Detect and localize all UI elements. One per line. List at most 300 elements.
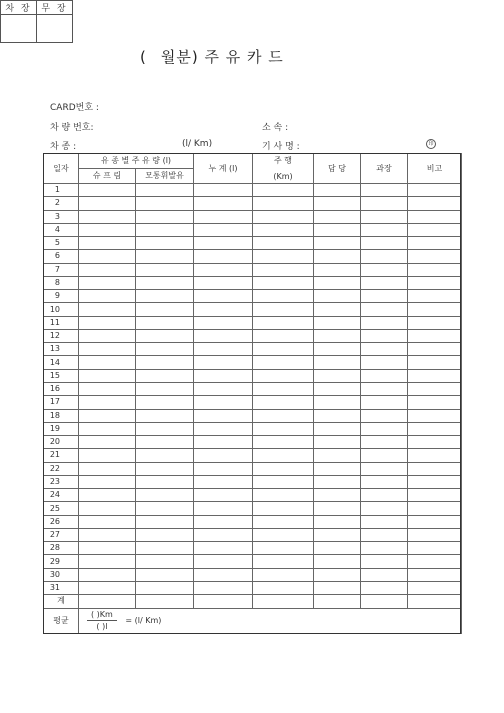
entry-cell[interactable] <box>194 223 253 236</box>
entry-cell[interactable] <box>194 263 253 276</box>
entry-cell[interactable] <box>408 382 462 395</box>
entry-cell[interactable] <box>79 542 136 555</box>
entry-cell[interactable] <box>361 396 408 409</box>
entry-cell[interactable] <box>408 542 462 555</box>
entry-cell[interactable] <box>314 210 361 223</box>
entry-cell[interactable] <box>194 449 253 462</box>
entry-cell[interactable] <box>361 436 408 449</box>
entry-cell[interactable] <box>408 555 462 568</box>
entry-cell[interactable] <box>408 502 462 515</box>
entry-cell[interactable] <box>136 436 194 449</box>
entry-cell[interactable] <box>314 223 361 236</box>
average-formula <box>79 608 462 633</box>
entry-cell[interactable] <box>79 223 136 236</box>
entry-cell[interactable] <box>79 250 136 263</box>
entry-cell[interactable] <box>408 329 462 342</box>
table-row <box>44 462 462 475</box>
entry-cell[interactable] <box>79 290 136 303</box>
entry-cell[interactable] <box>136 276 194 289</box>
day-number: 1 <box>44 184 79 197</box>
entry-cell[interactable] <box>361 329 408 342</box>
entry-cell[interactable] <box>194 303 253 316</box>
entry-cell[interactable] <box>314 462 361 475</box>
entry-cell[interactable] <box>136 197 194 210</box>
entry-cell[interactable] <box>194 475 253 488</box>
entry-cell[interactable] <box>79 316 136 329</box>
entry-cell[interactable] <box>136 316 194 329</box>
entry-cell[interactable] <box>79 409 136 422</box>
entry-cell[interactable] <box>253 409 314 422</box>
entry-cell[interactable] <box>408 184 462 197</box>
entry-cell[interactable] <box>361 290 408 303</box>
entry-cell[interactable] <box>253 528 314 541</box>
entry-cell[interactable] <box>194 555 253 568</box>
entry-cell[interactable] <box>314 489 361 502</box>
entry-cell[interactable] <box>361 462 408 475</box>
entry-cell[interactable] <box>79 422 136 435</box>
entry-cell[interactable] <box>314 356 361 369</box>
entry-cell[interactable] <box>408 276 462 289</box>
day-number: 19 <box>44 422 79 435</box>
entry-cell[interactable] <box>314 184 361 197</box>
entry-cell[interactable] <box>253 329 314 342</box>
total-row <box>44 595 462 608</box>
entry-cell[interactable] <box>79 197 136 210</box>
header-super: 슈 프 림 <box>79 169 136 184</box>
table-row <box>44 197 462 210</box>
entry-cell[interactable] <box>253 436 314 449</box>
entry-cell[interactable] <box>314 515 361 528</box>
entry-cell[interactable] <box>408 223 462 236</box>
entry-cell[interactable] <box>408 489 462 502</box>
entry-cell[interactable] <box>253 223 314 236</box>
entry-cell[interactable] <box>408 515 462 528</box>
entry-cell[interactable] <box>79 263 136 276</box>
cell[interactable] <box>194 595 253 608</box>
entry-cell[interactable] <box>79 568 136 581</box>
table-row <box>44 555 462 568</box>
entry-cell[interactable] <box>79 449 136 462</box>
day-number: 20 <box>44 436 79 449</box>
entry-cell[interactable] <box>194 528 253 541</box>
day-number: 22 <box>44 462 79 475</box>
entry-cell[interactable] <box>361 263 408 276</box>
entry-cell[interactable] <box>314 343 361 356</box>
entry-cell[interactable] <box>314 449 361 462</box>
entry-cell[interactable] <box>136 223 194 236</box>
entry-cell[interactable] <box>79 502 136 515</box>
entry-cell[interactable] <box>136 303 194 316</box>
entry-cell[interactable] <box>361 316 408 329</box>
entry-cell[interactable] <box>314 555 361 568</box>
entry-cell[interactable] <box>194 568 253 581</box>
entry-cell[interactable] <box>194 542 253 555</box>
entry-cell[interactable] <box>253 369 314 382</box>
entry-cell[interactable] <box>361 555 408 568</box>
table-row <box>44 422 462 435</box>
formula-top: ( )Km <box>87 609 117 621</box>
entry-cell[interactable] <box>408 568 462 581</box>
entry-cell[interactable] <box>194 462 253 475</box>
entry-cell[interactable] <box>361 303 408 316</box>
entry-cell[interactable] <box>314 382 361 395</box>
entry-cell[interactable] <box>136 528 194 541</box>
table-row <box>44 290 462 303</box>
header-mileage-label: 주 행 <box>274 155 292 165</box>
entry-cell[interactable] <box>136 555 194 568</box>
entry-cell[interactable] <box>314 581 361 594</box>
entry-cell[interactable] <box>136 409 194 422</box>
entry-cell[interactable] <box>136 489 194 502</box>
approval-label-chief: 차 장 <box>1 1 37 15</box>
entry-cell[interactable] <box>408 197 462 210</box>
entry-cell[interactable] <box>253 210 314 223</box>
entry-cell[interactable] <box>136 515 194 528</box>
entry-cell[interactable] <box>79 356 136 369</box>
average-row <box>44 608 462 633</box>
entry-cell[interactable] <box>136 396 194 409</box>
total-label: 계 <box>44 595 79 608</box>
entry-cell[interactable] <box>314 237 361 250</box>
table-row <box>44 223 462 236</box>
header-manager: 담 당 <box>314 154 361 184</box>
entry-cell[interactable] <box>79 369 136 382</box>
entry-cell[interactable] <box>408 290 462 303</box>
entry-cell[interactable] <box>79 396 136 409</box>
entry-cell[interactable] <box>136 210 194 223</box>
table-row <box>44 409 462 422</box>
table-row <box>44 329 462 342</box>
entry-cell[interactable] <box>136 449 194 462</box>
entry-cell[interactable] <box>253 462 314 475</box>
entry-cell[interactable] <box>361 184 408 197</box>
table-row <box>44 316 462 329</box>
entry-cell[interactable] <box>253 382 314 395</box>
entry-cell[interactable] <box>361 382 408 395</box>
entry-cell[interactable] <box>408 422 462 435</box>
entry-cell[interactable] <box>253 515 314 528</box>
table-row <box>44 515 462 528</box>
table-row <box>44 343 462 356</box>
entry-cell[interactable] <box>253 542 314 555</box>
entry-cell[interactable] <box>361 409 408 422</box>
entry-cell[interactable] <box>253 303 314 316</box>
car-number-label: 차 량 번호: <box>50 123 94 133</box>
entry-cell[interactable] <box>361 356 408 369</box>
entry-cell[interactable] <box>79 555 136 568</box>
entry-cell[interactable] <box>361 515 408 528</box>
day-number: 3 <box>44 210 79 223</box>
cell[interactable] <box>253 595 314 608</box>
entry-cell[interactable] <box>361 210 408 223</box>
entry-cell[interactable] <box>194 409 253 422</box>
entry-cell[interactable] <box>194 197 253 210</box>
entry-cell[interactable] <box>194 210 253 223</box>
day-number: 18 <box>44 409 79 422</box>
entry-cell[interactable] <box>314 250 361 263</box>
entry-cell[interactable] <box>361 369 408 382</box>
entry-cell[interactable] <box>79 237 136 250</box>
table-row <box>44 210 462 223</box>
entry-cell[interactable] <box>361 542 408 555</box>
day-number: 9 <box>44 290 79 303</box>
entry-cell[interactable] <box>136 502 194 515</box>
entry-cell[interactable] <box>408 237 462 250</box>
entry-cell[interactable] <box>136 356 194 369</box>
day-number: 21 <box>44 449 79 462</box>
header-regular: 모통휘발유 <box>136 169 194 184</box>
entry-cell[interactable] <box>79 489 136 502</box>
header-fuel-by-type: 유 종 별 주 유 량 (l) <box>79 154 194 169</box>
fuel-table <box>43 153 462 634</box>
entry-cell[interactable] <box>314 436 361 449</box>
day-number: 12 <box>44 329 79 342</box>
entry-cell[interactable] <box>136 329 194 342</box>
entry-cell[interactable] <box>136 382 194 395</box>
entry-cell[interactable] <box>194 356 253 369</box>
entry-cell[interactable] <box>361 223 408 236</box>
entry-cell[interactable] <box>408 356 462 369</box>
cell[interactable] <box>361 595 408 608</box>
entry-cell[interactable] <box>79 303 136 316</box>
entry-cell[interactable] <box>79 528 136 541</box>
entry-cell[interactable] <box>314 369 361 382</box>
entry-cell[interactable] <box>136 263 194 276</box>
driver-name-label: 기 사 명 : <box>262 142 300 152</box>
day-number: 16 <box>44 382 79 395</box>
day-number: 5 <box>44 237 79 250</box>
entry-cell[interactable] <box>314 528 361 541</box>
cell[interactable] <box>79 595 136 608</box>
entry-cell[interactable] <box>136 237 194 250</box>
entry-cell[interactable] <box>361 581 408 594</box>
entry-cell[interactable] <box>408 462 462 475</box>
entry-cell[interactable] <box>253 555 314 568</box>
entry-cell[interactable] <box>314 568 361 581</box>
entry-cell[interactable] <box>194 436 253 449</box>
entry-cell[interactable] <box>194 184 253 197</box>
entry-cell[interactable] <box>253 489 314 502</box>
formula-result: = (l/ Km) <box>125 616 162 625</box>
entry-cell[interactable] <box>79 329 136 342</box>
entry-cell[interactable] <box>136 422 194 435</box>
day-number: 15 <box>44 369 79 382</box>
day-number: 31 <box>44 581 79 594</box>
entry-cell[interactable] <box>361 250 408 263</box>
entry-cell[interactable] <box>79 515 136 528</box>
entry-cell[interactable] <box>408 409 462 422</box>
seal-wrap <box>426 138 436 149</box>
entry-cell[interactable] <box>408 449 462 462</box>
entry-cell[interactable] <box>361 343 408 356</box>
entry-cell[interactable] <box>79 210 136 223</box>
table-row <box>44 356 462 369</box>
formula-fraction <box>87 609 117 632</box>
entry-cell[interactable] <box>253 449 314 462</box>
department-label: 소 속 : <box>262 123 289 133</box>
entry-cell[interactable] <box>136 462 194 475</box>
table-row <box>44 369 462 382</box>
entry-cell[interactable] <box>194 343 253 356</box>
entry-cell[interactable] <box>194 276 253 289</box>
entry-cell[interactable] <box>361 502 408 515</box>
entry-cell[interactable] <box>408 210 462 223</box>
entry-cell[interactable] <box>136 369 194 382</box>
day-number: 4 <box>44 223 79 236</box>
entry-cell[interactable] <box>361 489 408 502</box>
entry-cell[interactable] <box>194 515 253 528</box>
entry-cell[interactable] <box>136 581 194 594</box>
entry-cell[interactable] <box>194 369 253 382</box>
entry-cell[interactable] <box>314 409 361 422</box>
table-row <box>44 502 462 515</box>
entry-cell[interactable] <box>408 475 462 488</box>
entry-cell[interactable] <box>136 250 194 263</box>
entry-cell[interactable] <box>314 542 361 555</box>
entry-cell[interactable] <box>408 369 462 382</box>
entry-cell[interactable] <box>253 581 314 594</box>
entry-cell[interactable] <box>314 396 361 409</box>
entry-cell[interactable] <box>194 250 253 263</box>
entry-cell[interactable] <box>408 316 462 329</box>
entry-cell[interactable] <box>79 581 136 594</box>
table-row <box>44 263 462 276</box>
entry-cell[interactable] <box>79 475 136 488</box>
entry-cell[interactable] <box>136 568 194 581</box>
header-remarks: 비고 <box>408 154 462 184</box>
entry-cell[interactable] <box>136 290 194 303</box>
day-number: 30 <box>44 568 79 581</box>
day-number: 2 <box>44 197 79 210</box>
entry-cell[interactable] <box>194 396 253 409</box>
entry-cell[interactable] <box>253 263 314 276</box>
entry-cell[interactable] <box>314 329 361 342</box>
table-row <box>44 184 462 197</box>
entry-cell[interactable] <box>408 303 462 316</box>
day-number: 27 <box>44 528 79 541</box>
seal-icon: 印 <box>426 139 436 149</box>
entry-cell[interactable] <box>136 184 194 197</box>
day-number: 23 <box>44 475 79 488</box>
table-row <box>44 581 462 594</box>
day-number: 25 <box>44 502 79 515</box>
cell[interactable] <box>314 595 361 608</box>
entry-cell[interactable] <box>253 184 314 197</box>
entry-cell[interactable] <box>361 475 408 488</box>
entry-cell[interactable] <box>314 316 361 329</box>
table-row <box>44 396 462 409</box>
entry-cell[interactable] <box>79 343 136 356</box>
entry-cell[interactable] <box>194 237 253 250</box>
day-number: 24 <box>44 489 79 502</box>
entry-cell[interactable] <box>408 396 462 409</box>
entry-cell[interactable] <box>79 436 136 449</box>
approval-sign-chief[interactable] <box>1 15 37 43</box>
entry-cell[interactable] <box>79 276 136 289</box>
day-number: 28 <box>44 542 79 555</box>
entry-cell[interactable] <box>79 462 136 475</box>
entry-cell[interactable] <box>194 382 253 395</box>
entry-cell[interactable] <box>408 581 462 594</box>
entry-cell[interactable] <box>253 422 314 435</box>
entry-cell[interactable] <box>314 502 361 515</box>
entry-cell[interactable] <box>361 422 408 435</box>
entry-cell[interactable] <box>314 290 361 303</box>
entry-cell[interactable] <box>408 436 462 449</box>
entry-cell[interactable] <box>194 290 253 303</box>
table-row <box>44 475 462 488</box>
entry-cell[interactable] <box>314 276 361 289</box>
entry-cell[interactable] <box>253 356 314 369</box>
entry-cell[interactable] <box>408 250 462 263</box>
entry-cell[interactable] <box>361 276 408 289</box>
entry-cell[interactable] <box>361 197 408 210</box>
entry-cell[interactable] <box>253 290 314 303</box>
title-paren: ( <box>140 48 147 66</box>
entry-cell[interactable] <box>361 528 408 541</box>
entry-cell[interactable] <box>79 382 136 395</box>
header-mileage <box>253 154 314 184</box>
entry-cell[interactable] <box>314 263 361 276</box>
table-row <box>44 382 462 395</box>
entry-cell[interactable] <box>253 250 314 263</box>
entry-cell[interactable] <box>361 449 408 462</box>
entry-cell[interactable] <box>194 316 253 329</box>
entry-cell[interactable] <box>314 197 361 210</box>
entry-cell[interactable] <box>314 475 361 488</box>
entry-cell[interactable] <box>194 489 253 502</box>
day-number: 17 <box>44 396 79 409</box>
entry-cell[interactable] <box>79 184 136 197</box>
entry-cell[interactable] <box>194 581 253 594</box>
entry-cell[interactable] <box>408 528 462 541</box>
approval-label-staff: 무 장 <box>37 1 73 15</box>
entry-cell[interactable] <box>253 197 314 210</box>
entry-cell[interactable] <box>194 329 253 342</box>
entry-cell[interactable] <box>408 343 462 356</box>
card-number-label: CARD번호 : <box>50 103 99 113</box>
entry-cell[interactable] <box>253 568 314 581</box>
entry-cell[interactable] <box>361 237 408 250</box>
cell[interactable] <box>136 595 194 608</box>
entry-cell[interactable] <box>408 263 462 276</box>
entry-cell[interactable] <box>314 422 361 435</box>
entry-cell[interactable] <box>314 303 361 316</box>
entry-cell[interactable] <box>253 237 314 250</box>
table-row <box>44 568 462 581</box>
entry-cell[interactable] <box>136 343 194 356</box>
approval-sign-staff[interactable] <box>37 15 73 43</box>
entry-cell[interactable] <box>253 396 314 409</box>
entry-cell[interactable] <box>253 276 314 289</box>
day-number: 7 <box>44 263 79 276</box>
entry-cell[interactable] <box>136 475 194 488</box>
entry-cell[interactable] <box>253 502 314 515</box>
entry-cell[interactable] <box>253 343 314 356</box>
entry-cell[interactable] <box>194 502 253 515</box>
approval-box <box>0 0 73 43</box>
entry-cell[interactable] <box>253 316 314 329</box>
entry-cell[interactable] <box>194 422 253 435</box>
entry-cell[interactable] <box>361 568 408 581</box>
table-row <box>44 542 462 555</box>
entry-cell[interactable] <box>136 542 194 555</box>
table-row <box>44 237 462 250</box>
cell[interactable] <box>408 595 462 608</box>
header-section-chief: 과장 <box>361 154 408 184</box>
page-title <box>140 46 284 67</box>
entry-cell[interactable] <box>253 475 314 488</box>
